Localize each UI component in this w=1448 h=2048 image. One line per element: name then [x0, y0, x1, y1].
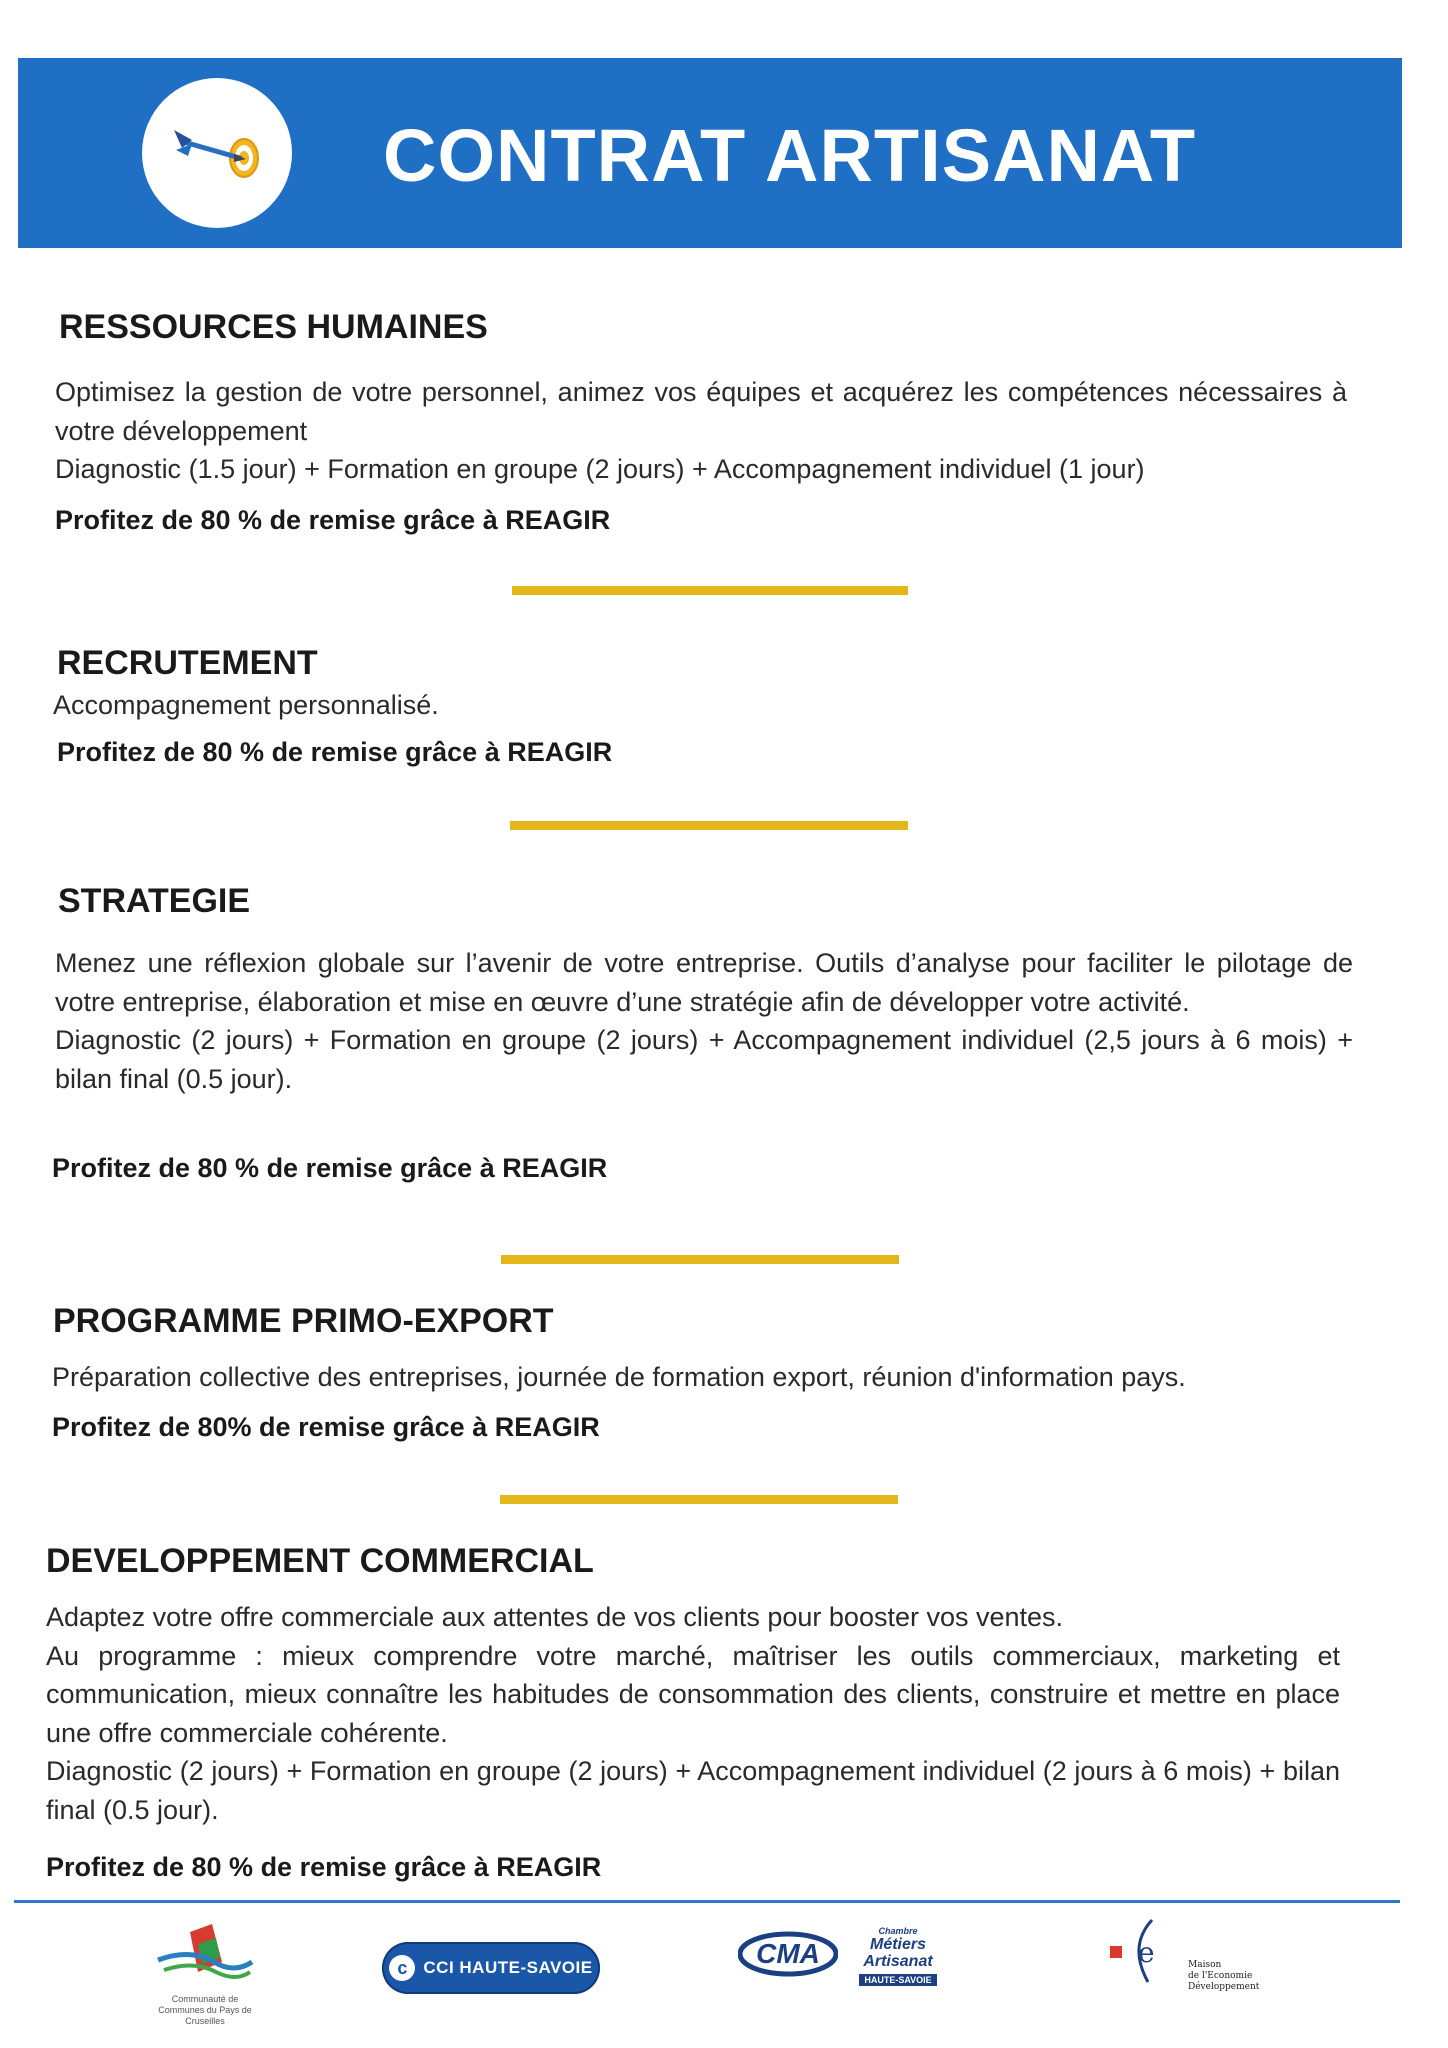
section-description: [53, 686, 1345, 725]
section-description: [55, 944, 1353, 1098]
divider: [501, 1255, 899, 1264]
cma-line2a: Métiers: [869, 1936, 927, 1953]
cc-caption: Communauté de Communes du Pays de Cruseilles: [158, 1994, 252, 2026]
cma-line2b: Artisanat: [863, 1953, 933, 1970]
divider: [512, 586, 908, 595]
section-title: STRATEGIE: [58, 882, 251, 920]
med-line1: Maison: [1188, 1960, 1222, 1970]
promo-text: Profitez de 80 % de remise grâce à REAGIR: [55, 505, 611, 535]
section-title: RESSOURCES HUMAINES: [59, 308, 488, 346]
med-caption: [1188, 1960, 1259, 1993]
header-banner: [18, 58, 1402, 248]
med-line2: de l'Economie: [1188, 1971, 1253, 1981]
page-title: CONTRAT ARTISANAT: [383, 114, 1197, 197]
paragraph: Préparation collective des entreprises, journée de formation export, réunion d'information pays.: [52, 1362, 1186, 1392]
cma-logo: [738, 1930, 838, 1978]
promo-text: Profitez de 80 % de remise grâce à REAGIR: [57, 737, 613, 767]
paragraph: Menez une réflexion globale sur l’avenir de votre entreprise. Outils d’analyse pour faciliter le pilotage de votre entreprise, élaboration et mise en œuvre d’une stratégie afin de développer votre activité.: [55, 948, 1353, 1017]
paragraph: Optimisez la gestion de votre personnel, animez vos équipes et acquérez les compétences nécessaires à votre développement: [55, 377, 1347, 446]
paragraph: Adaptez votre offre commerciale aux attentes de vos clients pour booster vos ventes.: [46, 1602, 1064, 1632]
paragraph: Accompagnement personnalisé.: [53, 690, 439, 720]
paragraph: Diagnostic (2 jours) + Formation en groupe (2 jours) + Accompagnement individuel (2 jours à 6 mois) + bilan final (0.5 jour).: [46, 1756, 1340, 1825]
cma-line3: HAUTE-SAVOIE: [859, 1974, 936, 1986]
promo-text: Profitez de 80% de remise grâce à REAGIR: [52, 1412, 600, 1442]
promo-text: Profitez de 80 % de remise grâce à REAGIR: [46, 1852, 602, 1882]
cma-caption: [838, 1926, 958, 1988]
promo-text: Profitez de 80 % de remise grâce à REAGIR: [52, 1153, 608, 1183]
med-logo: [1108, 1916, 1188, 1986]
paragraph: Diagnostic (1.5 jour) + Formation en groupe (2 jours) + Accompagnement individuel (1 jour): [55, 454, 1145, 484]
section-title: PROGRAMME PRIMO-EXPORT: [53, 1302, 554, 1340]
cci-icon: c: [389, 1955, 415, 1981]
footer-divider: [14, 1900, 1400, 1903]
section-description: [52, 1358, 1352, 1397]
paragraph: Diagnostic (2 jours) + Formation en groupe (2 jours) + Accompagnement individuel (2,5 jours à 6 mois) + bilan final (0.5 jour).: [55, 1025, 1353, 1094]
med-line3: Développement: [1188, 1982, 1260, 1992]
paragraph: Au programme : mieux comprendre votre marché, maîtriser les outils commerciaux, marketing et communication, mieux connaître les habitudes de consommation des clients, construire et mettre en place une offre commerciale cohérente.: [46, 1640, 1340, 1748]
cma-line1: Chambre: [878, 1926, 918, 1936]
cc-pays-cruseilles-logo: [150, 1922, 260, 2026]
section-title: RECRUTEMENT: [57, 644, 318, 682]
cma-letters: CMA: [756, 1938, 820, 1969]
section-description: [46, 1598, 1340, 1829]
divider: [510, 821, 908, 830]
dart-target-icon: [142, 78, 292, 228]
cci-label: CCI HAUTE-SAVOIE: [423, 1958, 593, 1977]
section-description: [55, 373, 1347, 489]
cci-logo: [382, 1942, 600, 1994]
divider: [500, 1495, 898, 1504]
section-title: DEVELOPPEMENT COMMERCIAL: [46, 1542, 594, 1580]
svg-text:e: e: [1138, 1936, 1155, 1969]
